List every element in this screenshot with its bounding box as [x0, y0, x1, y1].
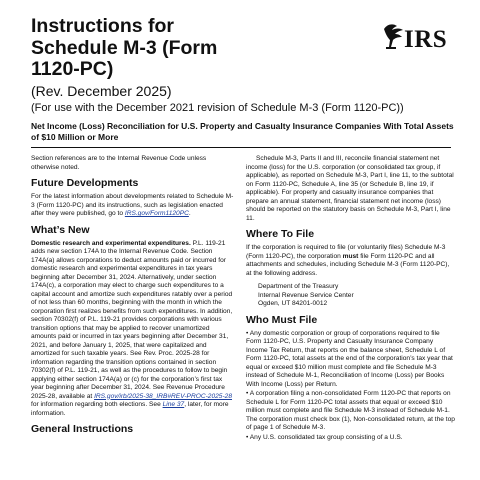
future-developments-heading: Future Developments: [31, 177, 139, 189]
future-text: For the latest information about developments related to Schedule M-3 (Form 1120-PC) and its instructions, such as legislation enacted after they were published, go to: [31, 193, 234, 217]
document-title: Instructions for Schedule M-3 (Form 1120-PC): [31, 15, 218, 80]
future-developments-text: [31, 193, 236, 219]
use-note: (For use with the December 2021 revision of Schedule M-3 (Form 1120-PC)): [31, 102, 404, 114]
intro-text: Section references are to the Internal Revenue Code unless otherwise noted.: [31, 155, 207, 171]
where-to-file-text: [246, 244, 456, 278]
who-bullet-2: • A corporation filing a non-consolidated Form 1120-PC that reports on Schedule L for Form 1120-PC total assets that equal or exceed $10 million must complete and file Schedule M-3 instead of Schedule M-1. The corporation must check box (1), Non-consolidated return, at the top of page 1 of Schedule M-3.: [246, 390, 455, 431]
filing-address: [258, 283, 456, 309]
who-bullet-1: • Any domestic corporation or group of corporations required to file Form 1120-PC, U.S. Property and Casualty Insurance Company Income Tax Return, that reports on the balance sheet, Schedule L of Form 1120-PC, total assets at the end of the corporation’s tax year that equal or exceed $10 million must complete and file Schedule M-3 instead of Schedule M-1, Reconciliation of Income (Loss) per Books With Income (Loss) per Return.: [246, 329, 453, 388]
where-a: If the corporation is required to file (or voluntarily files) Schedule M-3 (Form 1120-PC), the corporation: [246, 244, 446, 260]
general-instructions-heading: General Instructions: [31, 423, 134, 435]
domestic-end: , later, for more information.: [31, 401, 229, 417]
reconcile-text: Schedule M-3, Parts II and III, reconcile financial statement net income (loss) for the U.S. corporation (or consolidated tax group, if applicable), as reported on Schedule M-3, Part I, line 11, to the subtotal on Form 1120-PC, Schedule A, line 35 (or Schedule B, line 19, if applicable). For property and casualty insurance companies that prepare an annual statement, financial statement net income (loss) should be reported on the statutory basis on Schedule M-3, Part I, line 11.: [246, 155, 454, 222]
domestic-research-body: P.L. 119-21 adds new section 174A to the Internal Revenue Code. Section 174A(a) allows corporations to deduct amounts paid or incurred for domestic research and experimental expenditures in tax years beginning after December 31, 2024. Alternatively, under section 174A(c), a corporation may elect to charge such expenditures to a capital account and amortize such expenditures ratably over a period of not less than 60 months, beginning with the month in which the corporation first realizes benefits from such expenditures. In addition, section 70302(f) of P.L. 119-21 provides corporations with various transition options that may be applied to recover unamortized amounts paid or incurred in tax years beginning after December 31, 2021, and before January 1, 2025, that were capitalized and amortized for such taxable years. See Rev. Proc. 2025-28 for information regarding the transition options contained in section 70302(f) of P.L. 119-21, as well as the procedures to follow to begin applying either section 174A(a) or (c) for the corporation’s first tax year beginning after December 31, 2024. See Revenue Procedure 2025-28, available at: [31, 239, 233, 400]
who-bullet-3: • Any U.S. consolidated tax group consisting of a U.S.: [246, 433, 403, 441]
future-end: .: [188, 210, 191, 217]
line-37-link[interactable]: Line 37: [162, 401, 185, 408]
whats-new-heading: What’s New: [31, 223, 90, 236]
domestic-research-text: [31, 240, 236, 419]
form-1120pc-link[interactable]: IRS.gov/Form1120PC: [124, 210, 189, 217]
irs-logo-text: IRS: [404, 26, 448, 53]
address-line-3: Ogden, UT 84201-0012: [258, 300, 328, 307]
where-b: file Form 1120-PC and all attachments and schedules, including Schedule M-3 (Form 1120-PC), at the following address.: [246, 252, 450, 277]
domestic-research-heading: Domestic research and experimental expenditures.: [31, 239, 191, 247]
irs-logo-icon: [380, 20, 470, 56]
who-must-file-heading: Who Must File: [246, 313, 318, 326]
right-column: [246, 155, 456, 447]
document-subtitle: Net Income (Loss) Reconciliation for U.S. Property and Casualty Insurance Companies With Total Assets of $10 Million or More: [31, 121, 454, 142]
address-line-1: Department of the Treasury: [258, 283, 339, 290]
header-divider: [31, 147, 451, 148]
revision-date: (Rev. December 2025): [31, 83, 172, 99]
left-column: [31, 155, 236, 439]
rev-proc-link[interactable]: IRS.gov/irb/2025-38_IRB#REV-PROC-2025-28: [94, 392, 233, 400]
domestic-mid: for information regarding both elections. See: [31, 401, 163, 408]
where-to-file-heading: Where To File: [246, 228, 315, 240]
where-must: must: [342, 252, 359, 260]
address-line-2: Internal Revenue Service Center: [258, 291, 354, 299]
